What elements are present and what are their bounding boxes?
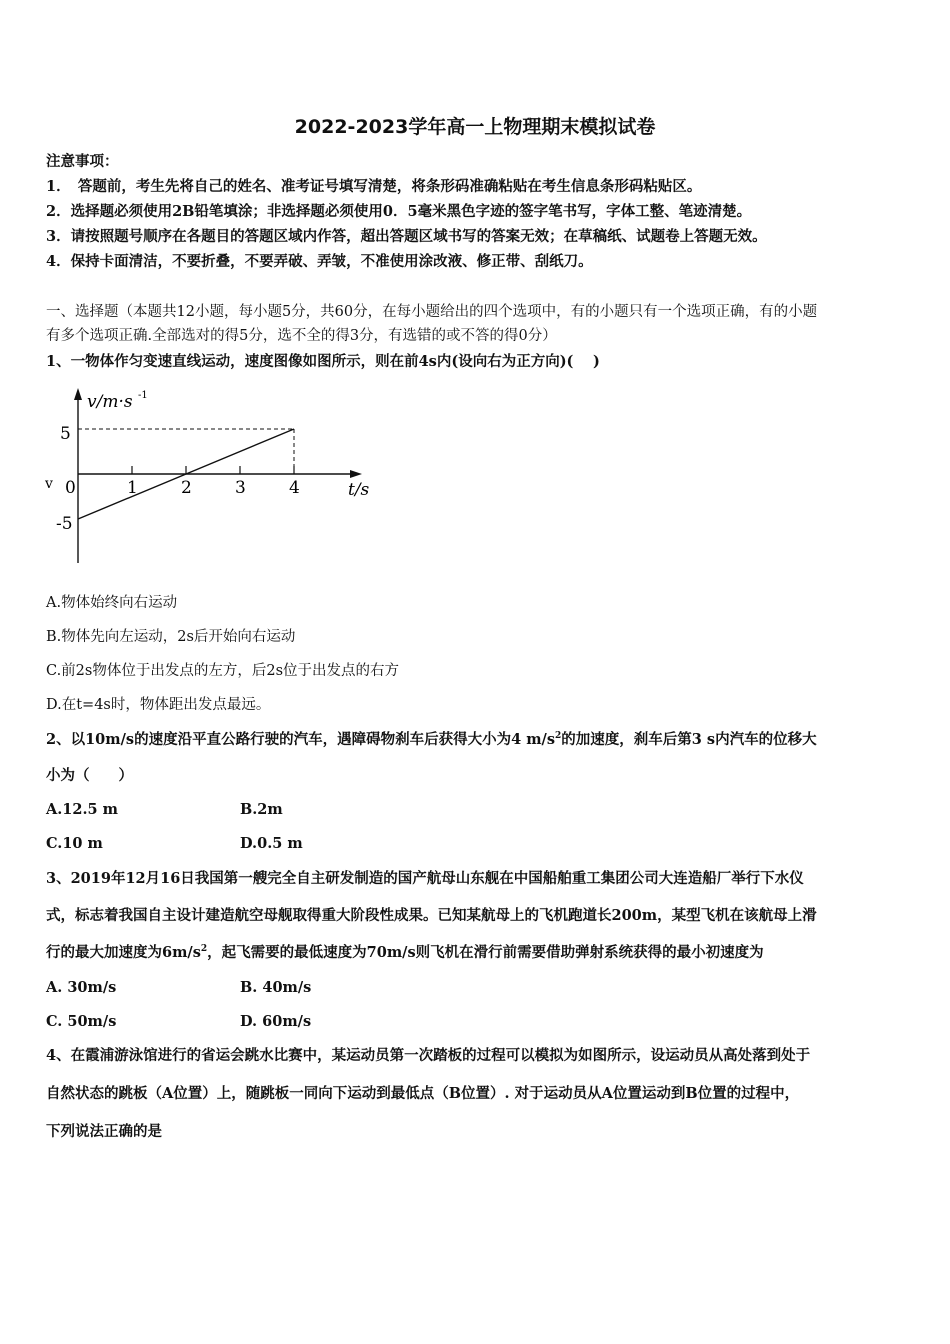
notice-item: 1． 答题前，考生先将自己的姓名、准考证号填写清楚，将条形码准确粘贴在考生信息条形码粘贴区。 [46,178,702,195]
q1-stem: 1、一物体作匀变速直线运动，速度图像如图所示，则在前4s内(设向右为正方向)( ) [46,353,600,370]
q4-stem-cont: 下列说法正确的是 [46,1123,162,1140]
y-axis-label-sup: -1 [138,390,148,401]
q1-option-d: D.在t=4s时，物体距出发点最远。 [46,697,271,713]
q3-stem: 3、2019年12月16日我国第一艘完全自主研发制造的国产航母山东舰在中国船舶重工集团公司大连造船厂举行下水仪 [46,870,804,887]
q2-stem: 2、以10m/s的速度沿平直公路行驶的汽车，遇障碍物刹车后获得大小为4 $m/s^2$的加速度，刹车后第3 s内汽车的位移大 [46,731,817,748]
q1-option-c: C.前2s物体位于出发点的左方，后2s位于出发点的右方 [46,663,400,679]
page-title: 2022-2023学年高一上物理期末模拟试卷 [294,116,656,138]
y-axis [74,388,82,563]
x-axis [78,470,362,478]
q2-option-a: A.12.5 m [46,801,119,818]
q3-option-b: B. 40m/s [240,979,312,996]
q4-stem-cont: 自然状态的跳板（A位置）上，随跳板一同向下运动到最低点（B位置）. 对于运动员从A位置运动到B位置的过程中， [46,1085,800,1102]
q1-option-b: B.物体先向左运动，2s后开始向右运动 [46,629,296,645]
x-tick-label: 2 [181,478,192,498]
q3-stem-cont: 行的最大加速度为$6m/s^2$，起飞需要的最低速度为70m/s则飞机在滑行前需要借助弹射系统获得的最小初速度为 [46,944,764,961]
section-intro: 有多个选项正确.全部选对的得5分，选不全的得3分，有选错的或不答的得0分） [46,328,557,344]
q2-option-c: C.10 m [46,835,103,852]
y-tick-label: 5 [60,424,71,444]
side-label: v [45,476,53,492]
x-axis-label: t/s [348,480,370,500]
x-tick-label: 3 [235,478,246,498]
q2-option-b: B.2m [240,801,283,818]
notice-heading: 注意事项： [46,153,119,170]
q2-stem-cont: 小为（ ） [46,767,133,784]
origin-label: 0 [65,478,76,498]
q3-option-d: D. 60m/s [240,1013,312,1030]
q2-option-d: D.0.5 m [240,835,303,852]
velocity-time-graph [40,385,380,565]
x-tick-label: 1 [127,478,138,498]
notice-item: 4．保持卡面清洁，不要折叠，不要弄破、弄皱，不准使用涂改液、修正带、刮纸刀。 [46,253,593,270]
q3-option-c: C. 50m/s [46,1013,117,1030]
q3-option-a: A. 30m/s [46,979,117,996]
notice-item: 3．请按照题号顺序在各题目的答题区域内作答，超出答题区域书写的答案无效；在草稿纸、试题卷上答题无效。 [46,228,767,245]
section-intro: 一、选择题（本题共12小题，每小题5分，共60分，在每小题给出的四个选项中，有的小题只有一个选项正确，有的小题 [46,304,818,320]
y-axis-label: v/m·s [87,392,133,412]
x-tick-label: 4 [289,478,300,498]
q4-stem: 4、在霞浦游泳馆进行的省运会跳水比赛中，某运动员第一次踏板的过程可以模拟为如图所示，设运动员从高处落到处于 [46,1047,811,1064]
q3-stem-cont: 式，标志着我国自主设计建造航空母舰取得重大阶段性成果。已知某航母上的飞机跑道长200m，某型飞机在该航母上滑 [46,907,817,924]
notice-item: 2．选择题必须使用2B铅笔填涂；非选择题必须使用0．5毫米黑色字迹的签字笔书写，字体工整、笔迹清楚。 [46,203,752,220]
q1-option-a: A.物体始终向右运动 [46,595,178,611]
y-tick-label: -5 [56,514,73,534]
